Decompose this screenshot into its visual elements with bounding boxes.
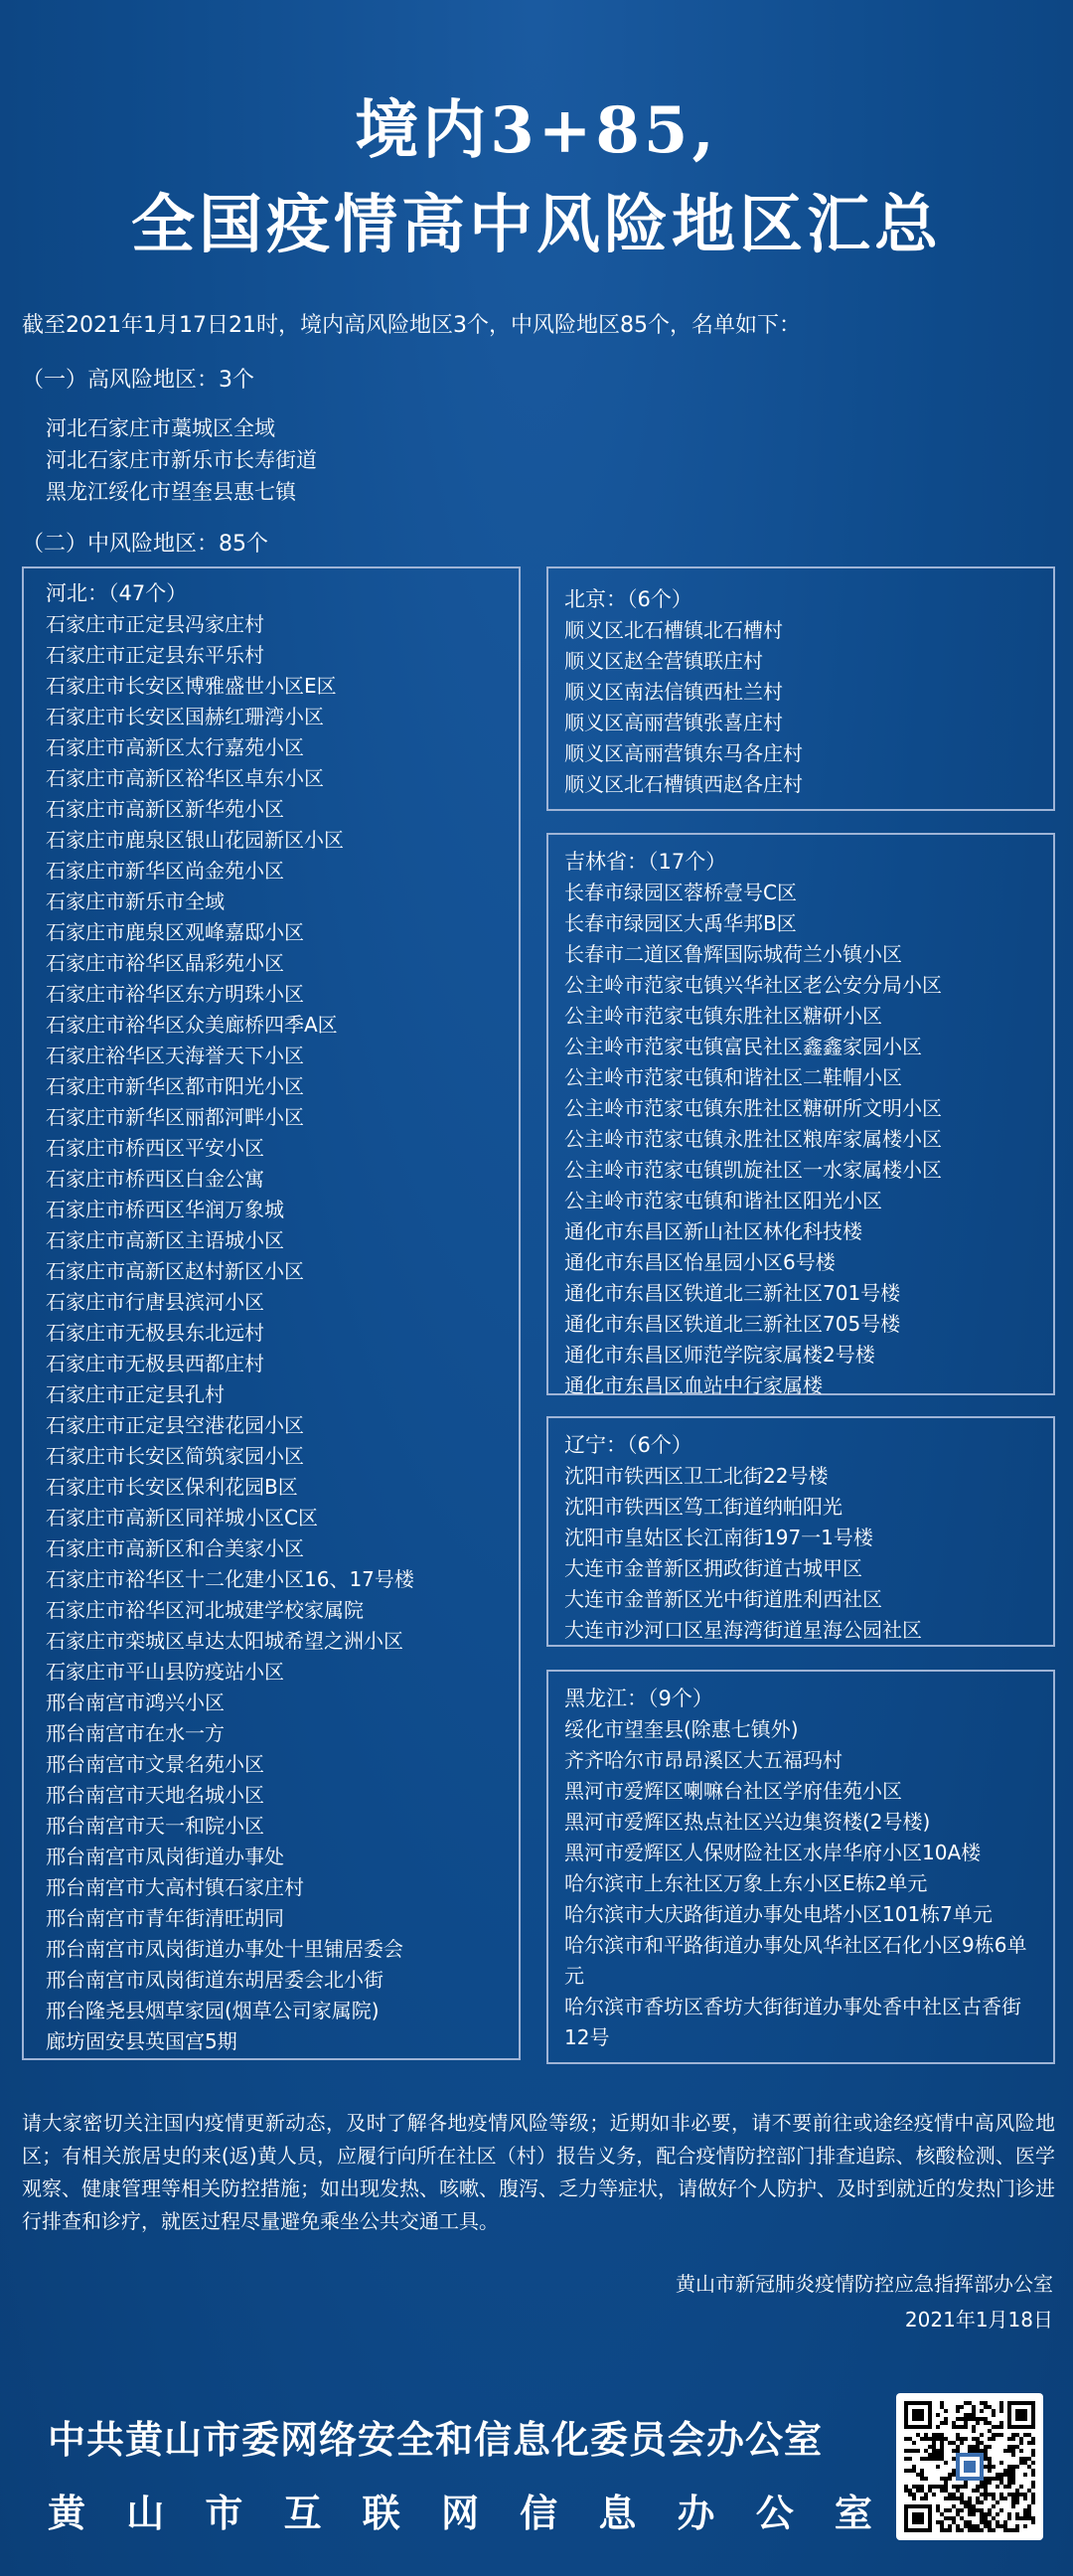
footer-org-char: 息 xyxy=(598,2491,637,2535)
list-item: 邢台南宫市文景名苑小区 xyxy=(46,1752,264,1776)
list-item: 石家庄市高新区裕华区卓东小区 xyxy=(46,766,324,790)
list-item: 廊坊固安县英国宫5期 xyxy=(46,2029,237,2053)
list-item: 公主岭市范家屯镇凯旋社区一水家属楼小区 xyxy=(564,1158,942,1182)
list-item: 石家庄市无极县西都庄村 xyxy=(46,1352,264,1375)
list-item: 公主岭市范家屯镇和谐社区二鞋帽小区 xyxy=(564,1065,902,1089)
high-risk-heading: （一）高风险地区：3个 xyxy=(22,368,254,393)
list-item: 石家庄市栾城区卓达太阳城希望之洲小区 xyxy=(46,1629,403,1653)
list-item: 顺义区北石槽镇西赵各庄村 xyxy=(564,772,803,796)
list-item: 石家庄市鹿泉区银山花园新区小区 xyxy=(46,828,344,852)
list-item: 通化市东昌区铁道北三新社区705号楼 xyxy=(564,1312,901,1336)
list-item: 通化市东昌区新山社区林化科技楼 xyxy=(564,1219,862,1243)
list-item: 顺义区高丽营镇东马各庄村 xyxy=(564,741,803,765)
list-item: 通化市东昌区铁道北三新社区701号楼 xyxy=(564,1281,901,1305)
footer-org-char: 办 xyxy=(677,2491,715,2535)
list-item: 长春市二道区鲁辉国际城荷兰小镇小区 xyxy=(564,942,902,966)
list-item: 邢台南宫市凤岗街道办事处十里铺居委会 xyxy=(46,1937,403,1961)
beijing-box xyxy=(546,566,1055,811)
footer-org-line-2 xyxy=(48,2483,872,2537)
list-item: 沈阳市铁西区卫工北街22号楼 xyxy=(564,1464,829,1488)
hebei-box xyxy=(22,566,521,2060)
list-item: 顺义区高丽营镇张喜庄村 xyxy=(564,711,783,734)
heilongjiang-box xyxy=(546,1670,1055,2064)
list-item: 石家庄市高新区赵村新区小区 xyxy=(46,1259,304,1283)
list-item: 公主岭市范家屯镇和谐社区阳光小区 xyxy=(564,1189,882,1212)
liaoning-list xyxy=(564,1461,1053,1646)
high-risk-list xyxy=(46,412,317,508)
list-item: 石家庄市正定县东平乐村 xyxy=(46,643,264,667)
list-item: 石家庄市桥西区华润万象城 xyxy=(46,1198,284,1221)
list-item: 石家庄市高新区同祥城小区C区 xyxy=(46,1506,318,1530)
list-item: 绥化市望奎县(除惠七镇外) xyxy=(564,1717,799,1741)
list-item: 石家庄裕华区天海誉天下小区 xyxy=(46,1044,304,1067)
list-item: 哈尔滨市上东社区万象上东小区E栋2单元 xyxy=(564,1871,928,1895)
list-item: 邢台南宫市凤岗街道办事处 xyxy=(46,1845,284,1868)
signature-date: 2021年1月18日 xyxy=(904,2308,1053,2332)
footer-org-char: 山 xyxy=(126,2491,165,2535)
list-item: 顺义区赵全营镇联庄村 xyxy=(564,649,763,673)
list-item: 齐齐哈尔市昂昂溪区大五福玛村 xyxy=(564,1748,843,1772)
list-item: 石家庄市高新区太行嘉苑小区 xyxy=(46,735,304,759)
list-item: 石家庄市桥西区平安小区 xyxy=(46,1136,264,1160)
list-item: 石家庄市裕华区东方明珠小区 xyxy=(46,982,304,1006)
notice-paragraph: 请大家密切关注国内疫情更新动态，及时了解各地疫情风险等级；近期如非必要，请不要前往或途经疫情中高风险地区；有相关旅居史的来(返)黄人员，应履行向所在社区（村）报告义务，配合疫情防控部门排查追踪、核酸检测、医学观察、健康管理等相关防控措施；如出现发热、咳嗽、腹泻、乏力等症状，请做好个人防护、及时到就近的发热门诊进行排查和诊疗，就医过程尽量避免乘坐公共交通工具。 xyxy=(22,2111,1055,2233)
list-item: 黑河市爱辉区人保财险社区水岸华府小区10A楼 xyxy=(564,1841,982,1864)
footer-org-char: 互 xyxy=(283,2491,322,2535)
hebei-list xyxy=(46,609,519,2057)
list-item: 河北石家庄市藁城区全域 xyxy=(46,416,275,440)
jilin-list xyxy=(564,878,1053,1401)
list-item: 沈阳市皇姑区长江南街197一1号楼 xyxy=(564,1526,873,1549)
list-item: 石家庄市行唐县滨河小区 xyxy=(46,1290,264,1314)
qr-code-icon[interactable] xyxy=(896,2393,1043,2540)
list-item: 顺义区南法信镇西杜兰村 xyxy=(564,680,783,704)
list-item: 黑河市爱辉区喇嘛台社区学府佳苑小区 xyxy=(564,1779,902,1803)
list-item: 通化市东昌区怡星园小区6号楼 xyxy=(564,1250,836,1274)
footer-org-char: 信 xyxy=(520,2491,558,2535)
list-item: 长春市绿园区蓉桥壹号C区 xyxy=(564,881,797,904)
list-item: 石家庄市长安区保利花园B区 xyxy=(46,1475,298,1499)
list-item: 石家庄市长安区简筑家园小区 xyxy=(46,1444,304,1468)
list-item: 石家庄市正定县冯家庄村 xyxy=(46,612,264,636)
list-item: 邢台南宫市在水一方 xyxy=(46,1721,225,1745)
footer-org-char: 网 xyxy=(440,2491,479,2535)
list-item: 邢台南宫市鸿兴小区 xyxy=(46,1690,225,1714)
medium-risk-heading: （二）中风险地区：85个 xyxy=(22,532,268,557)
list-item: 邢台南宫市天一和院小区 xyxy=(46,1814,264,1838)
list-item: 邢台南宫市凤岗街道东胡居委会北小街 xyxy=(46,1968,383,1992)
list-item: 石家庄市正定县孔村 xyxy=(46,1382,225,1406)
liaoning-header: 辽宁：（6个） xyxy=(564,1433,692,1457)
heilongjiang-list xyxy=(564,1714,1039,2053)
list-item: 黑河市爱辉区热点社区兴边集资楼(2号楼) xyxy=(564,1810,931,1834)
list-item: 石家庄市无极县东北远村 xyxy=(46,1321,264,1345)
list-item: 公主岭市范家屯镇永胜社区粮库家属楼小区 xyxy=(564,1127,942,1151)
list-item: 公主岭市范家屯镇富民社区鑫鑫家园小区 xyxy=(564,1035,922,1058)
signature-org: 黄山市新冠肺炎疫情防控应急指挥部办公室 xyxy=(676,2272,1053,2296)
list-item: 通化市东昌区血站中行家属楼 xyxy=(564,1373,823,1397)
list-item: 公主岭市范家屯镇东胜社区糖研所文明小区 xyxy=(564,1096,942,1120)
footer-org-char: 联 xyxy=(362,2491,400,2535)
list-item: 石家庄市裕华区众美廊桥四季A区 xyxy=(46,1013,338,1037)
list-item: 哈尔滨市和平路街道办事处风华社区石化小区9栋6单元 xyxy=(564,1933,1027,1988)
list-item: 石家庄市裕华区晶彩苑小区 xyxy=(46,951,284,975)
footer-org-char: 公 xyxy=(755,2491,794,2535)
list-item: 石家庄市高新区和合美家小区 xyxy=(46,1536,304,1560)
list-item: 邢台南宫市天地名城小区 xyxy=(46,1783,264,1807)
list-item: 哈尔滨市大庆路街道办事处电塔小区101栋7单元 xyxy=(564,1902,993,1926)
list-item: 邢台南宫市青年街清旺胡同 xyxy=(46,1906,284,1930)
footer-org-line-1: 中共黄山市委网络安全和信息化委员会办公室 xyxy=(48,2417,824,2462)
list-item: 石家庄市长安区国赫红珊湾小区 xyxy=(46,705,324,728)
jilin-box xyxy=(546,833,1055,1395)
list-item: 石家庄市新华区尚金苑小区 xyxy=(46,859,284,883)
list-item: 石家庄市高新区主语城小区 xyxy=(46,1228,284,1252)
list-item: 邢台隆尧县烟草家园(烟草公司家属院) xyxy=(46,1999,380,2022)
list-item: 黑龙江绥化市望奎县惠七镇 xyxy=(46,480,296,504)
list-item: 石家庄市裕华区十二化建小区16、17号楼 xyxy=(46,1567,414,1591)
beijing-header: 北京：（6个） xyxy=(564,587,692,611)
list-item: 石家庄市新乐市全域 xyxy=(46,889,225,913)
footer-org-char: 黄 xyxy=(48,2491,86,2535)
jilin-header: 吉林省：（17个） xyxy=(564,850,727,874)
title-line-1: 境内3+85, xyxy=(355,93,718,168)
intro-text: 截至2021年1月17日21时，境内高风险地区3个，中风险地区85个，名单如下： xyxy=(22,313,801,338)
list-item: 大连市金普新区光中街道胜利西社区 xyxy=(564,1587,882,1611)
footer-org-char: 室 xyxy=(834,2491,872,2535)
list-item: 公主岭市范家屯镇兴华社区老公安分局小区 xyxy=(564,973,942,997)
list-item: 哈尔滨市香坊区香坊大街街道办事处香中社区古香街12号 xyxy=(564,1995,1021,2049)
list-item: 顺义区北石槽镇北石槽村 xyxy=(564,618,783,642)
list-item: 石家庄市鹿泉区观峰嘉邸小区 xyxy=(46,920,304,944)
list-item: 河北石家庄市新乐市长寿街道 xyxy=(46,448,317,472)
liaoning-box xyxy=(546,1416,1055,1647)
list-item: 通化市东昌区师范学院家属楼2号楼 xyxy=(564,1343,875,1367)
beijing-list xyxy=(564,615,1053,800)
list-item: 沈阳市铁西区笃工街道纳帕阳光 xyxy=(564,1495,843,1519)
list-item: 石家庄市新华区都市阳光小区 xyxy=(46,1074,304,1098)
list-item: 石家庄市桥西区白金公寓 xyxy=(46,1167,264,1191)
hebei-header: 河北：（47个） xyxy=(46,581,188,605)
list-item: 邢台南宫市大高村镇石家庄村 xyxy=(46,1875,304,1899)
list-item: 石家庄市新华区丽都河畔小区 xyxy=(46,1105,304,1129)
list-item: 石家庄市长安区博雅盛世小区E区 xyxy=(46,674,337,698)
title-line-2: 全国疫情高中风险地区汇总 xyxy=(131,188,942,262)
list-item: 公主岭市范家屯镇东胜社区糖研小区 xyxy=(564,1004,882,1028)
list-item: 石家庄市裕华区河北城建学校家属院 xyxy=(46,1598,364,1622)
footer-org-char: 市 xyxy=(205,2491,243,2535)
list-item: 大连市沙河口区星海湾街道星海公园社区 xyxy=(564,1618,922,1642)
list-item: 石家庄市高新区新华苑小区 xyxy=(46,797,284,821)
heilongjiang-header: 黑龙江：（9个） xyxy=(564,1687,713,1710)
list-item: 大连市金普新区拥政街道古城甲区 xyxy=(564,1556,862,1580)
list-item: 石家庄市平山县防疫站小区 xyxy=(46,1660,284,1684)
list-item: 长春市绿园区大禹华邦B区 xyxy=(564,911,797,935)
list-item: 石家庄市正定县空港花园小区 xyxy=(46,1413,304,1437)
